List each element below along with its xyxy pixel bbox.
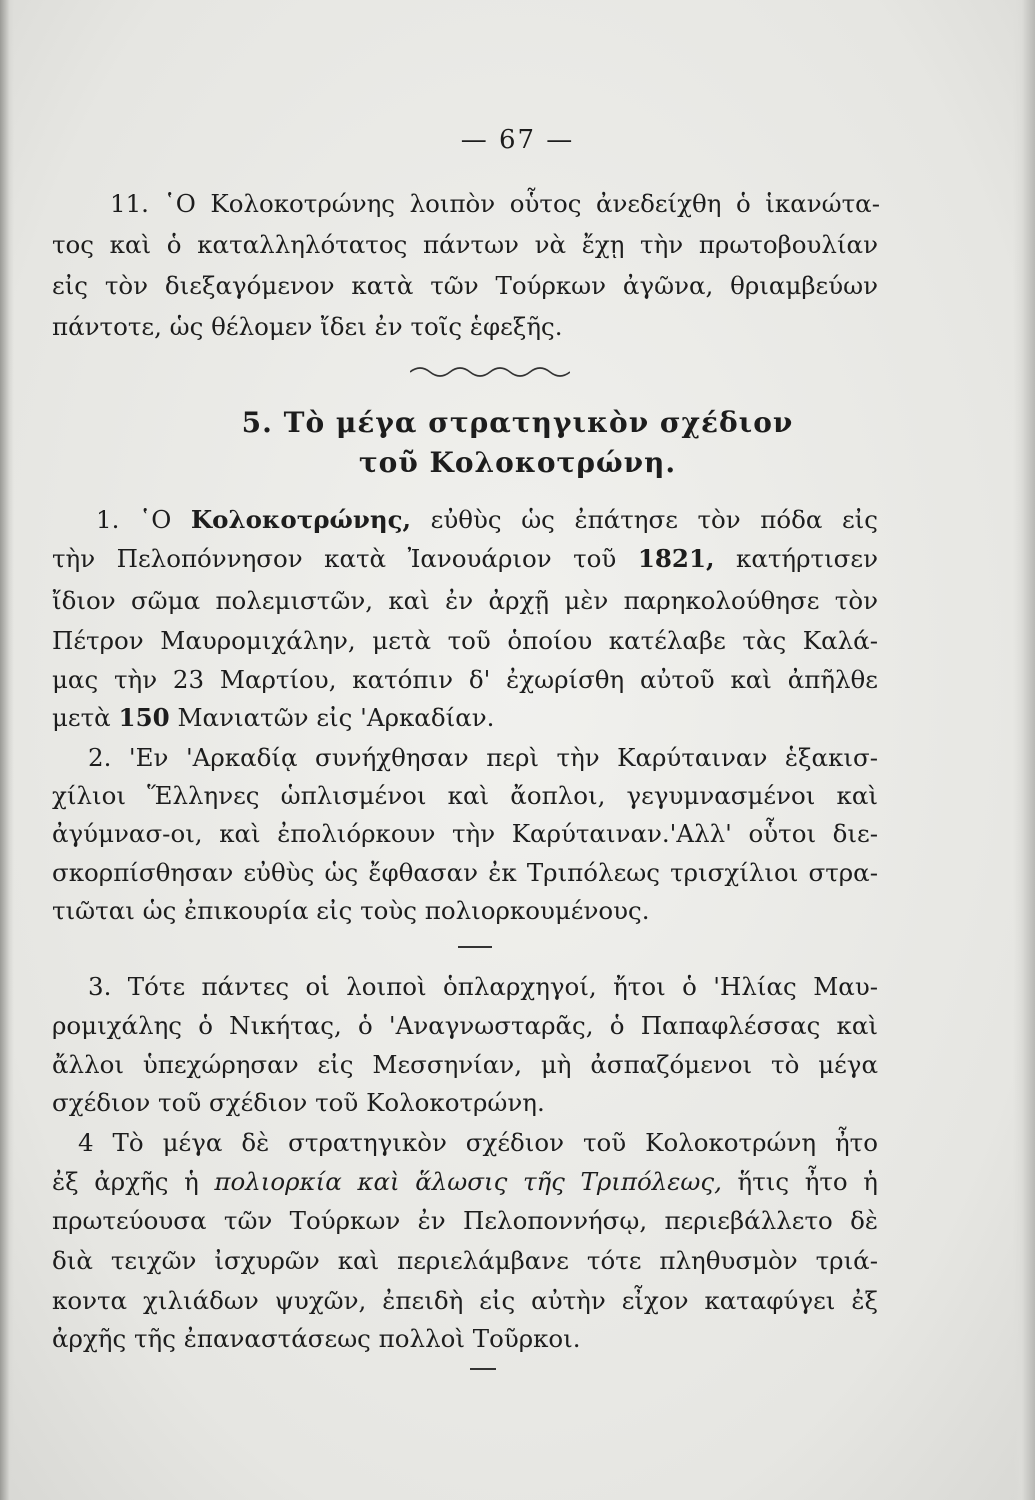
para1-line-2	[52, 541, 878, 577]
para4-line-6: ἀρχῆς τῆς ἐπαναστάσεως πολλοὶ Τοῦρκοι.	[52, 1324, 581, 1353]
para1-line2-a: τὴν Πελοπόννησον κατὰ Ἰανουάριον τοῦ	[52, 544, 638, 573]
para1-year: 1821,	[637, 544, 715, 573]
para4-line-5: κοντα χιλιάδων ψυχῶν, ἐπειδὴ εἰς αὐτὴν εἶχον καταφύγει ἐξ	[52, 1286, 878, 1315]
para2-line-4: σκορπίσθησαν εὐθὺς ὡς ἔφθασαν ἐκ Τριπόλεως τρισχίλιοι στρα-	[52, 858, 878, 887]
section11-line-3: εἰς τὸν διεξαγόμενον κατὰ τῶν Τούρκων ἀγῶνα, θριαμβεύων	[52, 271, 878, 300]
para4-line-1: 4 Τὸ μέγα δὲ στρατηγικὸν σχέδιον τοῦ Κολοκοτρώνη ἦτο	[78, 1128, 878, 1157]
para1-line2-b: κατήρτισεν	[714, 544, 878, 573]
para4-italic-phrase: πολιορκία καὶ ἅλωσις τῆς Τριπόλεως,	[214, 1167, 722, 1196]
para1-name: Κολοκοτρώνης,	[190, 505, 412, 534]
para2-line-1: 2. 'Εν 'Αρκαδίᾳ συνήχθησαν περὶ τὴν Καρύταιναν ἑξακισ-	[88, 743, 878, 772]
page-edge-shadow-right	[1013, 0, 1035, 1500]
page-edge-shadow-left	[0, 0, 14, 1500]
section-heading-line-1: 5. Τὸ μέγα στρατηγικὸν σχέδιον	[241, 406, 794, 439]
para2-line-5: τιῶται ὡς ἐπικουρία εἰς τοὺς πολιορκουμένους.	[52, 896, 650, 925]
para4-line-4: διὰ τειχῶν ἰσχυρῶν καὶ περιελάμβανε τότε πληθυσμὸν τριά-	[52, 1246, 878, 1275]
section11-line-4: πάντοτε, ὡς θέλομεν ἴδει ἐν τοῖς ἑφεξῆς.	[52, 312, 563, 341]
para4-line-2	[52, 1164, 878, 1200]
para1-count: 150	[118, 703, 170, 732]
para3-line-3: ἄλλοι ὑπεχώρησαν εἰς Μεσσηνίαν, μὴ ἀσπαζόμενοι τὸ μέγα	[52, 1050, 878, 1079]
para4-line2-b: ἥτις ἦτο ἡ	[721, 1167, 878, 1196]
bottom-dash	[470, 1368, 496, 1370]
para1-line6-b: Μανιατῶν εἰς 'Αρκαδίαν.	[169, 703, 495, 732]
para4-line2-a: ἐξ ἀρχῆς ἡ	[52, 1167, 215, 1196]
separator-dash	[458, 946, 492, 948]
section-heading-line-2: τοῦ Κολοκοτρώνη.	[358, 446, 677, 479]
para3-line-2: ρομιχάλης ὁ Νικήτας, ὁ 'Αναγνωσταρᾶς, ὁ Παπαφλέσσας καὶ	[52, 1011, 878, 1040]
para1-line-1	[96, 502, 878, 538]
para1-line-3: ἴδιον σῶμα πολεμιστῶν, καὶ ἐν ἀρχῇ μὲν παρηκολούθησε τὸν	[52, 586, 878, 615]
para2-line-3: ἀγύμνασ-οι, καὶ ἐπολιόρκουν τὴν Καρύταιναν.'Αλλ' οὗτοι διε-	[52, 819, 878, 848]
para1-line-6	[52, 700, 878, 736]
ornamental-tilde-rule	[410, 362, 570, 382]
para1-number: 1. ῾Ο	[96, 505, 191, 534]
para1-line6-a: μετὰ	[52, 703, 119, 732]
para1-line1-rest: εὐθὺς ὡς ἐπάτησε τὸν πόδα εἰς	[411, 505, 878, 534]
para1-line-4: Πέτρον Μαυρομιχάλην, μετὰ τοῦ ὁποίου κατέλαβε τὰς Καλά-	[52, 626, 878, 655]
para3-line-1: 3. Τότε πάντες οἱ λοιποὶ ὁπλαρχηγοί, ἤτοι ὁ 'Ηλίας Μαυ-	[88, 972, 878, 1001]
section11-line-2: τος καὶ ὁ καταλληλότατος πάντων νὰ ἔχῃ τὴν πρωτοβουλίαν	[52, 230, 878, 259]
page-number: — 67 —	[460, 125, 575, 155]
section11-line-1: 11. ῾Ο Κολοκοτρώνης λοιπὸν οὗτος ἀνεδείχθη ὁ ἱκανώτα-	[110, 189, 880, 218]
para4-line-3: πρωτεύουσα τῶν Τούρκων ἐν Πελοποννήσῳ, περιεβάλλετο δὲ	[52, 1206, 878, 1235]
para2-line-2: χίλιοι Ἕλληνες ὡπλισμένοι καὶ ἄοπλοι, γεγυμνασμένοι καὶ	[52, 781, 878, 810]
para3-line-4: σχέδιον τοῦ σχέδιον τοῦ Κολοκοτρώνη.	[52, 1088, 545, 1117]
para1-line-5: μας τὴν 23 Μαρτίου, κατόπιν δ' ἐχωρίσθη αὐτοῦ καὶ ἀπῆλθε	[52, 665, 878, 694]
